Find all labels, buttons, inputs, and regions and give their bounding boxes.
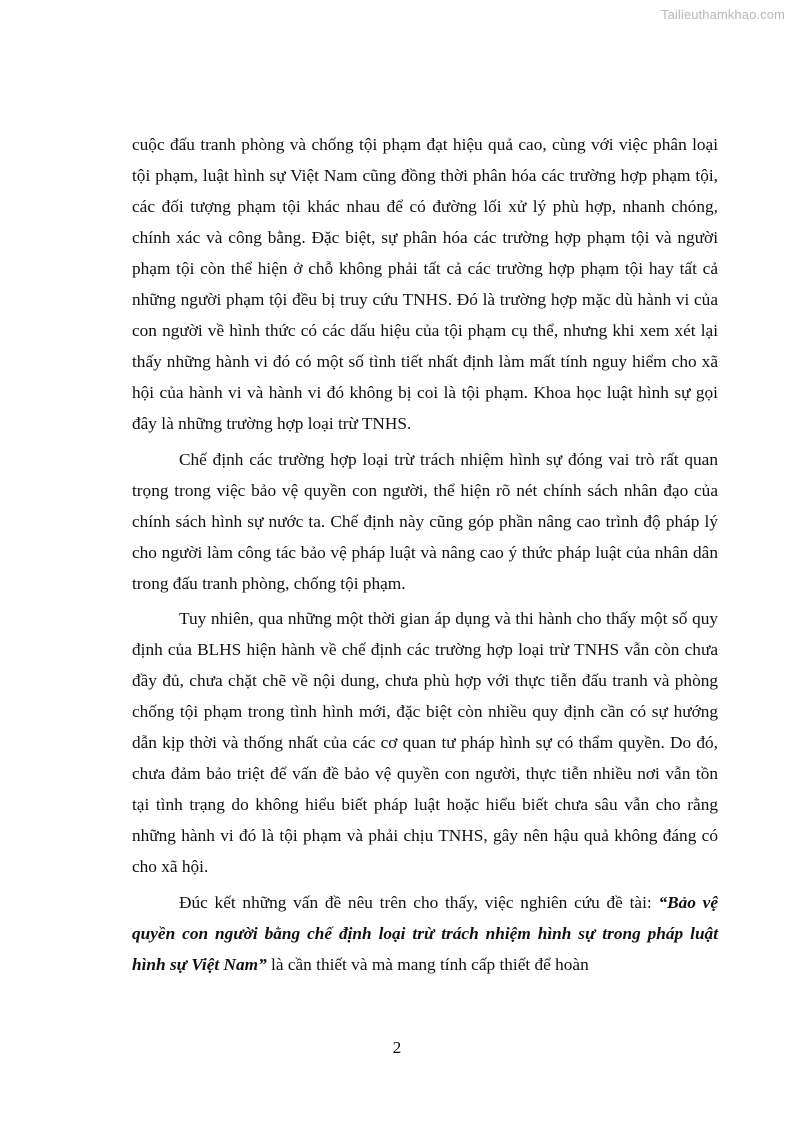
paragraph-conclusion — [132, 887, 718, 980]
paragraph-limitations: Tuy nhiên, qua những một thời gian áp dụng và thi hành cho thấy một số quy định của BLHS hiện hành về chế định các trường hợp loại trừ TNHS vẫn còn chưa đầy đủ, chưa chặt chẽ về nội dung, chưa phù hợp với thực tiễn đấu tranh và phòng chống tội phạm trong tình hình mới, đặc biệt còn nhiều quy định cần có sự hướng dẫn kịp thời và thống nhất của các cơ quan tư pháp hình sự có thẩm quyền. Do đó, chưa đảm bảo triệt để vấn đề bảo vệ quyền con người, thực tiễn nhiều nơi vẫn tồn tại tình trạng do không hiểu biết pháp luật hoặc hiểu biết chưa sâu vẫn cho rằng những hành vi đó là tội phạm và phải chịu TNHS, gây nên hậu quả không đáng có cho xã hội. — [132, 609, 718, 876]
document-body — [132, 129, 718, 984]
paragraph-role: Chế định các trường hợp loại trừ trách nhiệm hình sự đóng vai trò rất quan trọng trong việc bảo vệ quyền con người, thể hiện rõ nét chính sách nhân đạo của chính sách hình sự nước ta. Chế định này cũng góp phần nâng cao trình độ pháp lý cho người làm công tác bảo vệ pháp luật và nâng cao ý thức pháp luật của nhân dân trong đấu tranh phòng, chống tội phạm. — [132, 449, 718, 593]
conclusion-lead: Đúc kết những vấn đề nêu trên cho thấy, việc nghiên cứu đề tài: — [179, 892, 659, 912]
paragraph-intro: cuộc đấu tranh phòng và chống tội phạm đạt hiệu quả cao, cùng với việc phân loại tội phạm, luật hình sự Việt Nam cũng đồng thời phân hóa các trường hợp phạm tội, các đối tượng phạm tội khác nhau để có đường lối xử lý phù hợp, nhanh chóng, chính xác và công bằng. Đặc biệt, sự phân hóa các trường hợp phạm tội và người phạm tội còn thể hiện ở chỗ không phải tất cả các trường hợp phạm tội hay tất cả những người phạm tội đều bị truy cứu TNHS. Đó là trường hợp mặc dù hành vi của con người về hình thức có các dấu hiệu của tội phạm cụ thể, nhưng khi xem xét lại thấy những hành vi đó có một số tình tiết nhất định làm mất tính nguy hiểm cho xã hội của hành vi và hành vi đó không bị coi là tội phạm. Khoa học luật hình sự gọi đây là những trường hợp loại trừ TNHS. — [132, 135, 718, 433]
page-number: 2 — [392, 1038, 402, 1057]
thesis-title: “Bảo vệ quyền con người bằng chế định loại trừ trách nhiệm hình sự trong pháp luật hình sự Việt Nam” — [132, 892, 718, 974]
watermark-text: Tailieuthamkhao.com — [660, 7, 785, 22]
conclusion-tail: là cần thiết và mà mang tính cấp thiết để hoàn — [266, 954, 589, 974]
